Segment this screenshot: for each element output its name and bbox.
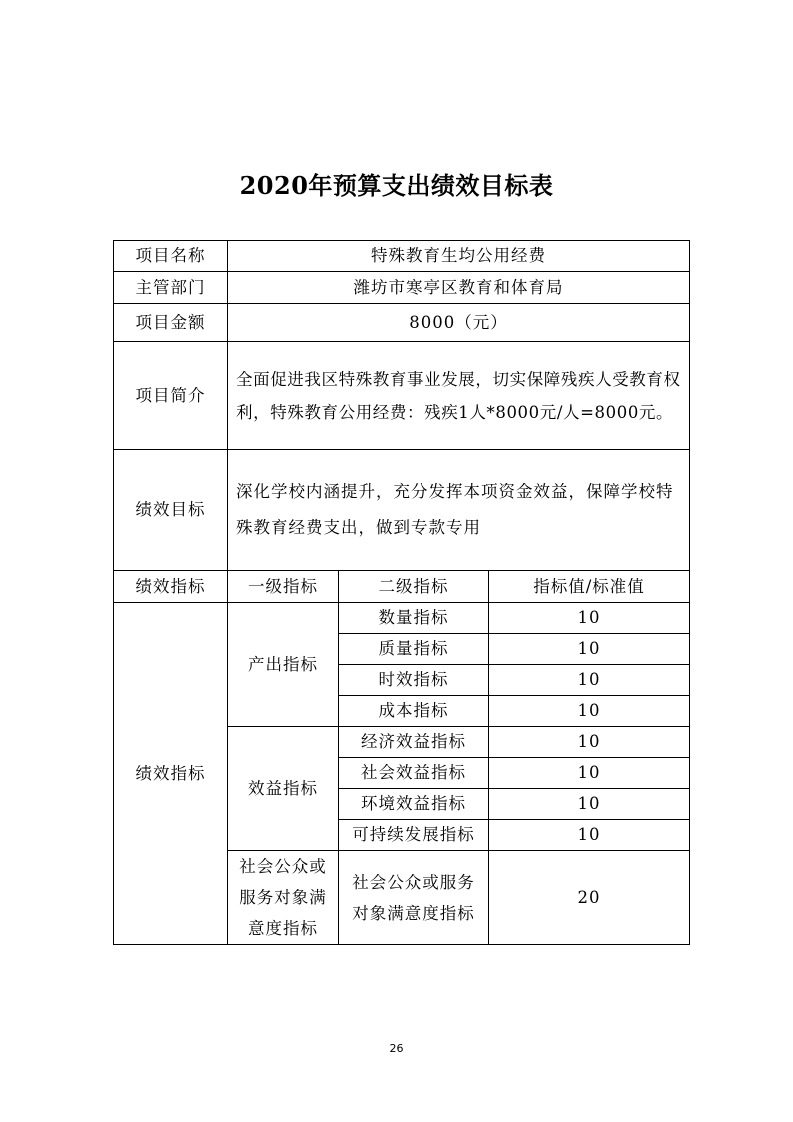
level2-cell: 经济效益指标 bbox=[339, 727, 489, 758]
value-cell: 10 bbox=[489, 820, 690, 851]
department-label: 主管部门 bbox=[114, 272, 228, 304]
value-cell: 20 bbox=[489, 851, 690, 945]
value-cell: 10 bbox=[489, 665, 690, 696]
project-name-label: 项目名称 bbox=[114, 241, 228, 272]
goal-value: 深化学校内涵提升，充分发挥本项资金效益，保障学校特殊教育经费支出，做到专款专用 bbox=[228, 450, 690, 571]
department-value: 潍坊市寒亭区教育和体育局 bbox=[228, 272, 690, 304]
goal-label: 绩效目标 bbox=[114, 450, 228, 571]
value-cell: 10 bbox=[489, 696, 690, 727]
performance-target-table bbox=[113, 240, 690, 945]
indicator-header-row bbox=[114, 571, 690, 603]
level1-output: 产出指标 bbox=[228, 603, 339, 727]
intro-label: 项目简介 bbox=[114, 342, 228, 450]
level1-benefit: 效益指标 bbox=[228, 727, 339, 851]
project-name-value: 特殊教育生均公用经费 bbox=[228, 241, 690, 272]
level2-cell: 时效指标 bbox=[339, 665, 489, 696]
goal-row bbox=[114, 450, 690, 571]
value-cell: 10 bbox=[489, 789, 690, 820]
amount-row bbox=[114, 304, 690, 342]
value-cell: 10 bbox=[489, 758, 690, 789]
intro-value: 全面促进我区特殊教育事业发展，切实保障残疾人受教育权利，特殊教育公用经费：残疾1人*8000元/人=8000元。 bbox=[228, 342, 690, 450]
header-col-level2: 二级指标 bbox=[339, 571, 489, 603]
value-cell: 10 bbox=[489, 727, 690, 758]
level2-cell: 数量指标 bbox=[339, 603, 489, 634]
level2-cell: 社会公众或服务对象满意度指标 bbox=[339, 851, 489, 945]
value-cell: 10 bbox=[489, 603, 690, 634]
level2-cell: 可持续发展指标 bbox=[339, 820, 489, 851]
intro-row bbox=[114, 342, 690, 450]
level2-cell: 环境效益指标 bbox=[339, 789, 489, 820]
table-row bbox=[114, 603, 690, 634]
document-title: 2020年预算支出绩效目标表 bbox=[239, 171, 554, 200]
level2-cell: 社会效益指标 bbox=[339, 758, 489, 789]
page-number: 26 bbox=[389, 1042, 404, 1055]
header-col-indicator: 绩效指标 bbox=[114, 571, 228, 603]
level2-cell: 成本指标 bbox=[339, 696, 489, 727]
amount-value: 8000（元） bbox=[228, 304, 690, 342]
header-col-level1: 一级指标 bbox=[228, 571, 339, 603]
department-row bbox=[114, 272, 690, 304]
project-name-row bbox=[114, 241, 690, 272]
level2-cell: 质量指标 bbox=[339, 634, 489, 665]
header-col-value: 指标值/标准值 bbox=[489, 571, 690, 603]
value-cell: 10 bbox=[489, 634, 690, 665]
amount-label: 项目金额 bbox=[114, 304, 228, 342]
indicator-section-label: 绩效指标 bbox=[114, 603, 228, 945]
level1-satisfaction: 社会公众或服务对象满意度指标 bbox=[228, 851, 339, 945]
